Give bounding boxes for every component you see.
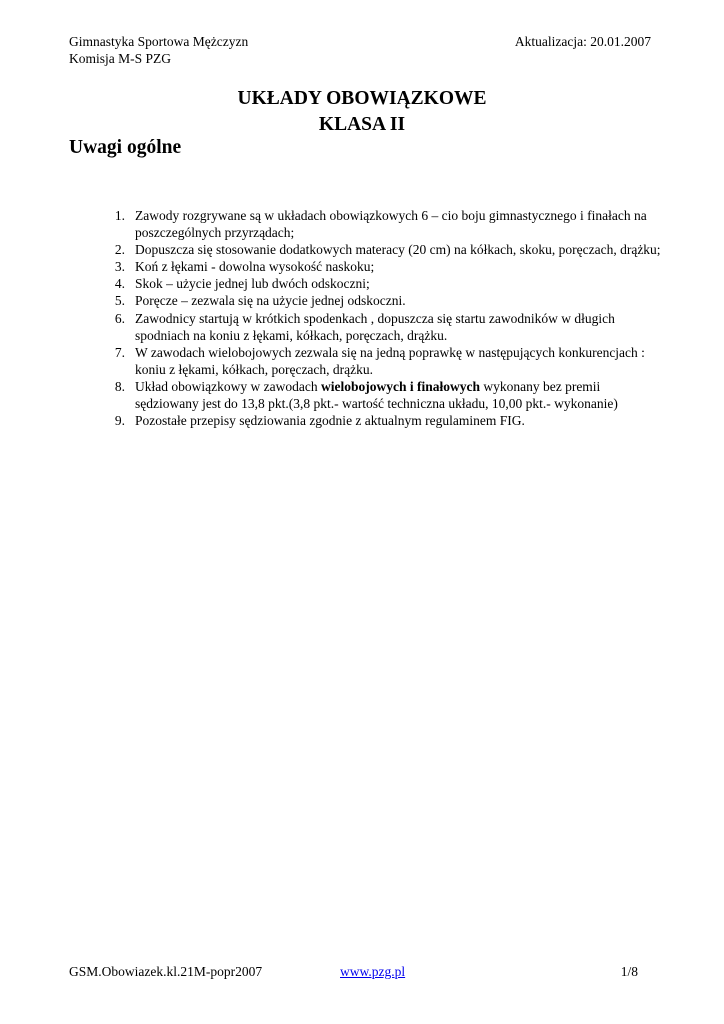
rule-number: 8.: [114, 378, 125, 394]
rule-text: Skok – użycie jednej lub dwóch odskoczni;: [135, 276, 370, 292]
rule-item: [105, 344, 665, 378]
rule-text-lead: Układ obowiązkowy w zawodach: [135, 378, 321, 394]
rule-item: [105, 310, 665, 344]
footer-document-id: GSM.Obowiazek.kl.21M-popr2007: [69, 964, 263, 979]
rule-text: Poręcze – zezwala się na użycie jednej odskoczni.: [135, 293, 406, 309]
section-heading: Uwagi ogólne: [69, 137, 182, 158]
rule-item: [105, 207, 665, 241]
rule-item: [105, 275, 665, 292]
rule-item: [105, 292, 665, 309]
rule-text: Zawodnicy startują w krótkich spodenkach , dopuszcza się startu zawodników w długich spodniach na koniu z łękami, kółkach, poręczach, drążku.: [135, 310, 615, 343]
rule-text: Dopuszcza się stosowanie dodatkowych materacy (20 cm) na kółkach, skoku, poręczach, drążku;: [135, 242, 661, 258]
footer-website-link[interactable]: www.pzg.pl: [340, 964, 406, 979]
rule-text-tail: wykonany bez premii sędziowany jest do 13,8 pkt.(3,8 pkt.- wartość techniczna układu, 10,00 pkt.- wykonanie): [135, 378, 618, 412]
rule-number: 2.: [114, 242, 125, 258]
header-commission-name: Komisja M-S PZG: [69, 51, 172, 66]
rule-text: Pozostałe przepisy sędziowania zgodnie z aktualnym regulaminem FIG.: [135, 413, 525, 429]
rule-number: 4.: [114, 276, 125, 292]
title-line-1: UKŁADY OBOWIĄZKOWE: [237, 88, 487, 109]
rule-item: [105, 378, 665, 412]
rule-text-emphasis: wielobojowych i finałowych: [320, 378, 480, 394]
title-line-2: KLASA II: [318, 114, 406, 135]
rule-item: [105, 241, 665, 258]
rule-item: [105, 258, 665, 275]
rule-text: Zawody rozgrywane są w układach obowiązkowych 6 – cio boju gimnastycznego i finałach na poszczególnych przyrządach;: [135, 208, 647, 241]
header-federation-name: Gimnastyka Sportowa Mężczyzn: [69, 34, 249, 49]
footer-page-number: 1/8: [620, 964, 638, 979]
header-organization: [69, 33, 248, 67]
rule-number: 7.: [114, 344, 125, 360]
rule-number: 6.: [114, 310, 125, 326]
document-title: [0, 86, 724, 138]
rule-number: 9.: [114, 413, 125, 429]
header-update-date: Aktualizacja: 20.01.2007: [514, 34, 651, 49]
rules-list: [105, 207, 665, 429]
rule-number: 1.: [114, 208, 125, 223]
rule-number: 5.: [114, 293, 125, 309]
rule-text: W zawodach wielobojowych zezwala się na jedną poprawkę w następujących konkurencjach : koniu z łękami, kółkach, poręczach, drążku.: [135, 344, 645, 377]
rule-item: [105, 412, 665, 429]
rule-number: 3.: [114, 259, 125, 275]
rule-text: Koń z łękami - dowolna wysokość naskoku;: [135, 259, 375, 275]
